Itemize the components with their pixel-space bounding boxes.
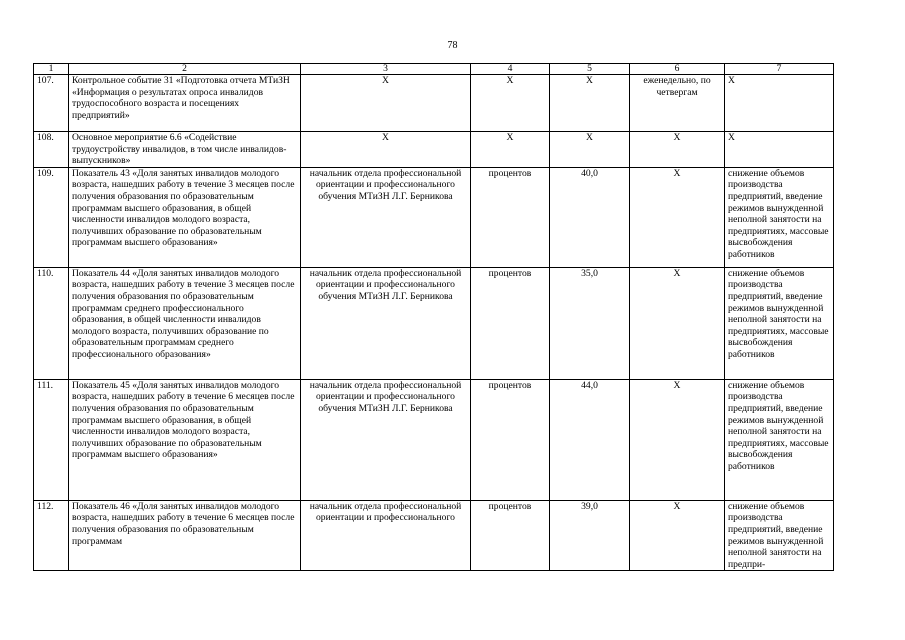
row-value: 44,0: [550, 379, 630, 500]
row-description: Показатель 43 «Доля занятых инвалидов молодого возраста, нашедших работу в течение 3 месяцев после получения образования по образовательным программам высшего образования, в общей численности инвалидов молодого возраста, получивших образование по образовательным программам высшего образования»: [69, 167, 301, 267]
column-header: 2: [69, 64, 301, 75]
page-number: 78: [447, 40, 458, 51]
row-period: Х: [630, 500, 725, 571]
row-description: Показатель 44 «Доля занятых инвалидов молодого возраста, нашедших работу в течение 3 месяцев после получения образования по образовательным программам среднего профессионального образования, в общей численности инвалидов молодого возраста, получивших образование по образовательным программам среднего профессионального образования»: [69, 267, 301, 379]
row-unit: процентов: [471, 167, 550, 267]
row-responsible: Х: [301, 75, 471, 132]
row-risk: снижение объемов производства предприятий, введение режимов вынужденной неполной занятости на предприятиях, массовые высвобождения работников: [725, 267, 834, 379]
table-row: [34, 379, 834, 500]
row-responsible: начальник отдела профессиональной ориентации и профессионального: [301, 500, 471, 571]
row-value: 35,0: [550, 267, 630, 379]
row-risk: снижение объемов производства предприятий, введение режимов вынужденной неполной занятости на предпри-: [725, 500, 834, 571]
row-value: Х: [550, 75, 630, 132]
row-number: 110.: [34, 267, 69, 379]
row-unit: Х: [471, 75, 550, 132]
row-responsible: Х: [301, 132, 471, 168]
row-number: 108.: [34, 132, 69, 168]
column-header: 6: [630, 64, 725, 75]
events-table: [33, 63, 834, 571]
row-period: еженедельно, по четвергам: [630, 75, 725, 132]
row-period: Х: [630, 267, 725, 379]
row-unit: процентов: [471, 379, 550, 500]
row-description: Показатель 46 «Доля занятых инвалидов молодого возраста, нашедших работу в течение 6 месяцев после получения образования по образовательным программам: [69, 500, 301, 571]
row-description: Контрольное событие 31 «Подготовка отчета МТиЗН «Информация о результатах опроса инвалидов трудоспособного возраста и посещениях предприятий»: [69, 75, 301, 132]
column-header: 1: [34, 64, 69, 75]
header-row: [34, 64, 834, 75]
row-number: 109.: [34, 167, 69, 267]
row-risk: Х: [725, 132, 834, 168]
table-row: [34, 167, 834, 267]
row-risk: снижение объемов производства предприятий, введение режимов вынужденной неполной занятости на предприятиях, массовые высвобождения работников: [725, 167, 834, 267]
row-risk: Х: [725, 75, 834, 132]
row-unit: процентов: [471, 267, 550, 379]
row-unit: процентов: [471, 500, 550, 571]
row-value: 40,0: [550, 167, 630, 267]
row-responsible: начальник отдела профессиональной ориентации и профессионального обучения МТиЗН Л.Г. Берникова: [301, 267, 471, 379]
row-risk: снижение объемов производства предприятий, введение режимов вынужденной неполной занятости на предприятиях, массовые высвобождения работников: [725, 379, 834, 500]
row-number: 107.: [34, 75, 69, 132]
row-period: Х: [630, 379, 725, 500]
table-row: [34, 132, 834, 168]
table-row: [34, 267, 834, 379]
row-number: 112.: [34, 500, 69, 571]
row-period: Х: [630, 167, 725, 267]
column-header: 3: [301, 64, 471, 75]
column-header: 5: [550, 64, 630, 75]
row-number: 111.: [34, 379, 69, 500]
table-row: [34, 75, 834, 132]
row-responsible: начальник отдела профессиональной ориентации и профессионального обучения МТиЗН Л.Г. Берникова: [301, 379, 471, 500]
column-header: 4: [471, 64, 550, 75]
table-row: [34, 500, 834, 571]
row-value: Х: [550, 132, 630, 168]
row-responsible: начальник отдела профессиональной ориентации и профессионального обучения МТиЗН Л.Г. Берникова: [301, 167, 471, 267]
row-description: Основное мероприятие 6.6 «Содействие трудоустройству инвалидов, в том числе инвалидов-выпускников»: [69, 132, 301, 168]
row-unit: Х: [471, 132, 550, 168]
row-period: Х: [630, 132, 725, 168]
row-description: Показатель 45 «Доля занятых инвалидов молодого возраста, нашедших работу в течение 6 месяцев после получения образования по образовательным программам высшего образования, в общей численности инвалидов молодого возраста, получивших образование по образовательным программам высшего образования»: [69, 379, 301, 500]
row-value: 39,0: [550, 500, 630, 571]
column-header: 7: [725, 64, 834, 75]
